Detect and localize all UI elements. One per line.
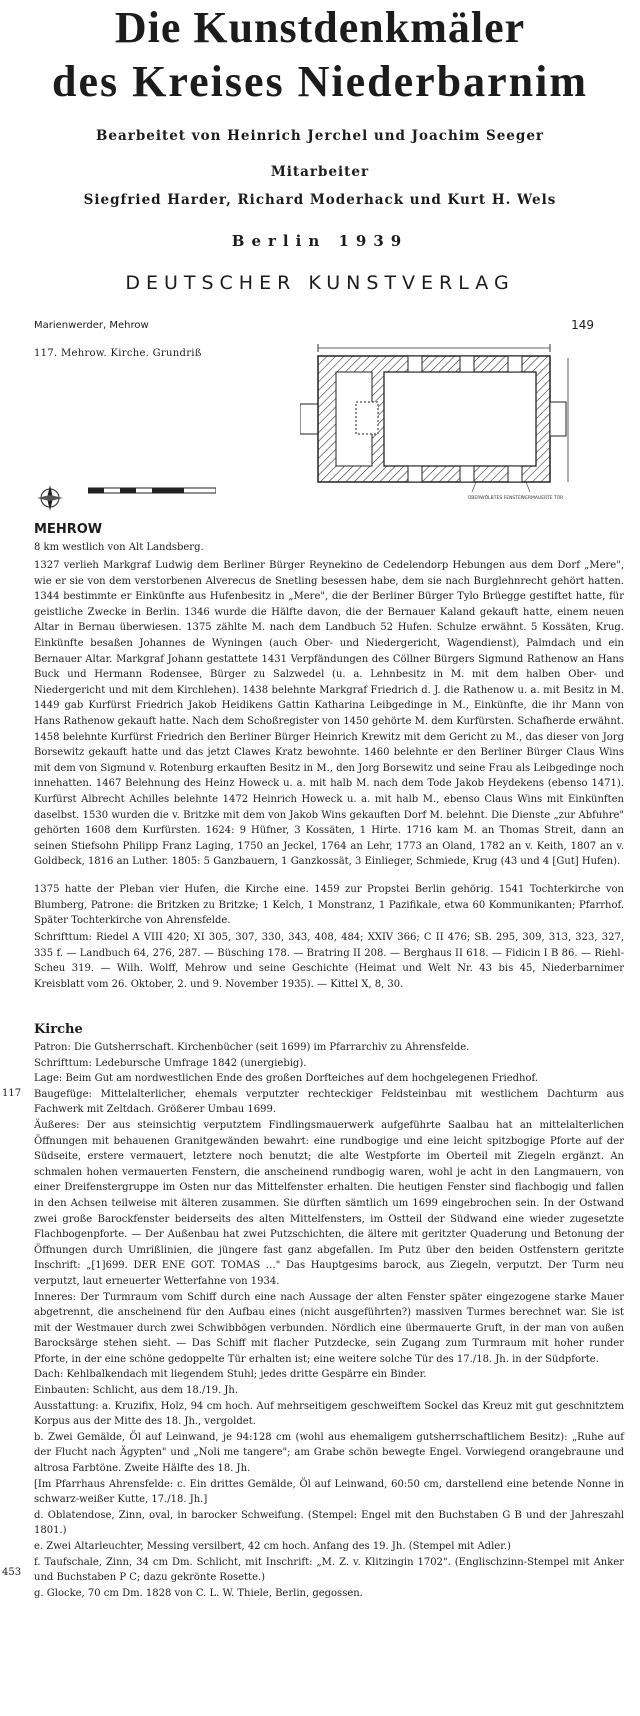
plan-label-window: ÜBERWÖLBTES FENSTER <box>468 496 525 501</box>
church-floor-plan <box>300 332 620 522</box>
margin-ref-453: 453 <box>2 1567 22 1578</box>
kirche-ausstattung-g: g. Glocke, 70 cm Dm. 1828 von C. L. W. Thiele, Berlin, gegossen. <box>34 1587 363 1599</box>
publisher: DEUTSCHER KUNSTVERLAG <box>125 272 515 294</box>
kirche-inneres: Inneres: Der Turmraum vom Schiff durch eine nach Aussage der alten Fenster später eingezogene starke Mauer abgetrennt, die anscheinend für den Aufbau eines (nicht ausgeführten?) massiven Turmes berechnet war. Sie ist mit der Westmauer durch zwei Schwibbögen verbunden. Nördlich eine übermauerte Gruft, in der man von außen Barocksärge stehen sieht. — Das Schiff mit flacher Putzdecke, sein Zugang zum Turmraum mit hoher runder Pforte, in der eine schöne gedoppelte Tür erhalten ist; eine weitere solche Tür des 17./18. Jh. in der Südpforte. <box>34 1291 624 1365</box>
running-head: Marienwerder, Mehrow <box>34 320 149 331</box>
bibliography-paragraph: Schrifttum: Riedel A VIII 420; XI 305, 307, 330, 343, 408, 484; XXIV 366; C II 476; SB. 295, 309, 313, 323, 327, 335 f. — Landbuch 64, 276, 287. — Büsching 178. — Bratring II 208. — Berghaus II 618. — Fidicin I B 86. — Riehl-Scheu 319. — Wilh. Wolff, Mehrow und seine Geschichte (Heimat und Welt Nr. 43 bis 45, Niederbarnimer Kreisblatt vom 26. Oktober, 2. und 9. November 1935). — Kittel X, 8, 30. <box>34 932 624 990</box>
kirche-schrifttum: Schrifttum: Ledebursche Umfrage 1842 (unergiebig). <box>34 1057 307 1069</box>
collaborators-label: Mitarbeiter <box>270 164 370 180</box>
kirche-dach: Dach: Kehlbalkendach mit liegendem Stuhl; jedes dritte Gespärre ein Binder. <box>34 1369 427 1381</box>
kirche-ausstattung-e: e. Zwei Altarleuchter, Messing versilbert, 42 cm hoch. Anfang des 19. Jh. (Stempel mit Adler.) <box>34 1541 511 1552</box>
place-year: Berlin 1939 <box>231 232 409 250</box>
editors: Bearbeitet von Heinrich Jerchel und Joachim Seeger <box>95 128 545 144</box>
kirche-einbauten: Einbauten: Schlicht, aus dem 18./19. Jh. <box>34 1385 239 1397</box>
kirche-ausstattung-f: f. Taufschale, Zinn, 34 cm Dm. Schlicht, mit Inschrift: „M. Z. v. Klitzingin 1702". (Englischzinn-Stempel mit Anker und Buchstaben P C; dazu gekrönte Rosette.) <box>34 1556 624 1584</box>
scale-bar <box>88 485 216 497</box>
section-heading-mehrow: MEHROW <box>34 522 103 537</box>
kirche-aeusseres: Äußeres: Der aus steinsichtig verputztem Findlingsmauerwerk aufgeführte Saalbau hat an mittelalterlichen Öffnungen mit behauenen Granitgewänden bewahrt: eine rundbogige und eine leicht spitzbogige Pforte auf der Südseite, erstere vermauert, letztere noch benutzt; die alte Westpforte im Oberteil mit Ziegeln ergänzt. An schmalen hohen vermauerten Fenstern, die anscheinend rundbogig waren, wohl je acht in den Langmauern, von einer Dreifenstergruppe im Osten nur das Mittelfenster erhalten. Die heutigen Fenster sind flachbogig und fallen in den Achsen teilweise mit älteren zusammen. Sie dürften sämtlich um 1699 eingebrochen sein. In der Ostwand zwei große Barockfenster beiderseits des alten Mittelfensters, im Ostteil der Südwand eine wieder zugesetzte Flachbogenpforte. — Der Außenbau hat zwei Putzschichten, die ältere mit geritzter Quaderung und Betonung der Öffnungen durch Umrißlinien, die jüngere fast ganz abgefallen. Im Putz über den beiden Ostfenstern geritzte Inschrift: „[1]699. DER ENE GOT. TOMAS …" Das Hauptgesims barock, aus Ziegeln, verputzt. Der Turm neu verputzt, laut erneuerter Wetterfahne von 1934. <box>34 1119 624 1287</box>
margin-ref-117: 117 <box>2 1088 22 1099</box>
kirche-ausstattung-b: b. Zwei Gemälde, Öl auf Leinwand, je 94:128 cm (wohl aus ehemaligem gutsherrschaftlichem Besitz): „Ruhe auf der Flucht nach Ägypten" und „Noli me tangere"; am Grabe schön bewegte Engel. Vorwiegend orangebraune und altrosa Farbtöne. Zweite Hälfte des 18. Jh. <box>34 1431 624 1475</box>
kirche-patron: Patron: Die Gutsherrschaft. Kirchenbücher (seit 1699) im Pfarrarchiv zu Ahrensfelde. <box>34 1042 470 1053</box>
north-arrow-icon <box>34 482 66 514</box>
history-paragraph: 1327 verlieh Markgraf Ludwig dem Berliner Bürger Reynekino de Cedelendorp Hebungen aus dem Dorf „Mere", wie er sie von dem verstorbenen Alverecus de Snetling besessen habe, dem sie nach Burglehnrecht gehört hatten. 1344 bestimmte er Einkünfte aus Hufenbesitz in „Mere", die der Berliner Bürger Tylo Brüegge gestiftet hatte, für geistliche Zwecke in Berlin. 1346 wurde die Hälfte davon, die der Bernauer Kaland gekauft hatte, einem neuen Altar in Bernau überwiesen. 1375 zählte M. nach dem Landbuch 52 Hufen. Schulze erwähnt. 5 Kossäten, Krug. Einkünfte besaßen Johannes de Wyningen (auch Ober- und Niedergericht, Wagendienst), Palmdach und ein Bernauer Altar. Markgraf Johann gestattete 1431 Verpfändungen des Cöllner Bürgers Sigmund Rathenow an Hans Buck und Hermann Rodensee, Bürger zu Salzwedel (u. a. Lehnbesitz in M. mit dem halben Ober- und Niedergericht und mit dem Kirchlehen). 1438 belehnte Markgraf Friedrich d. J. die Rathenow u. a. mit Besitz in M. 1449 gab Kurfürst Friedrich Jakob Heidikens Gattin Katharina Leibgedinge in M., Einkünfte, die ihr Mann von Hans Rathenow gekauft hatte. Nach dem Schoßregister von 1450 gehörte M. dem Kurfürsten. Schafherde erwähnt. 1458 belehnte Kurfürst Friedrich den Berliner Bürger Heinrich Krewitz mit dem Gericht zu M., das dieser von Jorg Borsewitz gekauft hatte und das jetzt Clawes Kratz bewohnte. 1460 belehnte er den Berliner Bürger Claus Wins mit dem von Sigmund v. Rotenburg erkauften Besitz in M., den Jorg Borsewitz und seine Frau als Leibgedinge noch innehatten. 1467 Belehnung des Heinz Howeck u. a. mit halb M. nach dem Tode Jakob Heydekens (ebenso 1471). Kurfürst Albrecht Achilles belehnte 1472 Heinrich Howeck u. a. mit halb M., ebenso Claus Wins mit Einkünften daselbst. 1530 wurden die v. Britzke mit dem von Jakob Wins gekauften Dorf M. belehnt. Die Dienste „zur Abfuhre" gehörten 1608 dem Kurfürsten. 1624: 9 Hüfner, 3 Kossäten, 1 Hirte. 1716 kam M. an Thomas Streit, dann an seinen Stiefsohn Philipp Franz Laging, 1750 an Jeckel, 1764 an Lehr, 1773 an Oland, 1782 an v. Keith, 1807 an v. Goldbeck, 1816 an Luther. 1805: 5 Ganzbauern, 1 Ganzkossät, 3 Einlieger, Schmiede, Krug (43 und 4 [Gut] Hufen). <box>34 560 624 868</box>
figure-caption: 117. Mehrow. Kirche. Grundriß <box>34 348 202 359</box>
kirche-ausstattung-a: Ausstattung: a. Kruzifix, Holz, 94 cm hoch. Auf mehrseitigem geschweiftem Sockel das Kreuz mit gut geschnitztem Korpus aus der Mitte des 18. Jh., vergoldet. <box>34 1400 624 1428</box>
book-title-line2: des Kreises Niederbarnim <box>51 57 589 106</box>
collaborators: Siegfried Harder, Richard Moderhack und Kurt H. Wels <box>83 192 557 208</box>
church-history-paragraph: 1375 hatte der Pleban vier Hufen, die Kirche eine. 1459 zur Propstei Berlin gehörig. 1541 Tochterkirche von Blumberg, Patrone: die Britzken zu Britzke; 1 Kelch, 1 Monstranz, 1 Pazifikale, etwa 60 Kommunikanten; Pfarrhof. Später Tochterkirche von Ahrensfelde. <box>34 884 624 927</box>
location-note: 8 km westlich von Alt Landsberg. <box>34 542 204 553</box>
kirche-baugefuege: Baugefüge: Mittelalterlicher, ehemals verputzter rechteckiger Feldsteinbau mit westlichem Dachturm aus Fachwerk mit Zeltdach. Größerer Umbau 1699. <box>34 1088 624 1116</box>
plan-label-door: VERMAUERTE TÜR <box>522 496 564 501</box>
book-title-line1: Die Kunstdenkmäler <box>114 3 526 52</box>
kirche-lage: Lage: Beim Gut am nordwestlichen Ende des großen Dorfteiches auf dem hochgelegenen Friedhof. <box>34 1073 539 1085</box>
section-heading-kirche: Kirche <box>34 1022 83 1037</box>
kirche-ausstattung-c: [Im Pfarrhaus Ahrensfelde: c. Ein drittes Gemälde, Öl auf Leinwand, 60:50 cm, darstellend eine betende Nonne in schwarz-weißer Kutte, 17./18. Jh.] <box>34 1478 624 1506</box>
page-number: 149 <box>571 318 594 332</box>
kirche-ausstattung-d: d. Oblatendose, Zinn, oval, in barocker Schweifung. (Stempel: Engel mit den Buchstaben G B und der Jahreszahl 1801.) <box>34 1509 624 1537</box>
kirche-body <box>34 1040 624 1601</box>
